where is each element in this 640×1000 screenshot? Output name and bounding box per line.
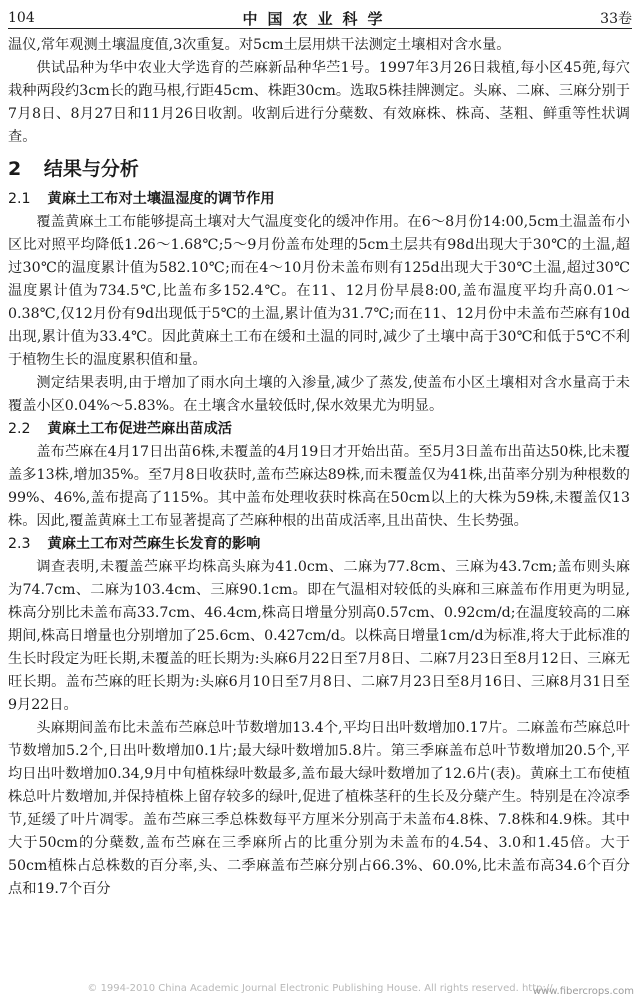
subsection-title: 黄麻土工布促进苎麻出苗成活: [47, 421, 232, 437]
running-header: [8, 8, 632, 29]
page-number: 104: [8, 10, 35, 26]
paragraph-2-3-a: 调查表明,未覆盖苎麻平均株高头麻为41.0cm、二麻为77.8cm、三麻为43.7cm;盖布则头麻为74.7cm、二麻为103.4cm、三麻90.1cm。即在气温相对较低的头麻和三麻盖布作用更为明显,株高分别比未盖布高33.7cm、46.4cm,株高日增量分别高0.57cm、0.92cm/d;在温度较高的二麻期间,株高日增量也分别增加了25.6cm、0.427cm/d。以株高日增量1cm/d为标准,将大于此标准的生长时段定为旺长期,未覆盖的旺长期为:头麻6月22日至7月8日、二麻7月23日至8月12日、三麻无旺长期。盖布苎麻的旺长期为:头麻6月10日至7月8日、二麻7月23日至8月16日、三麻8月31日至9月22日。: [8, 559, 630, 713]
paragraph-2-3-b: 头麻期间盖布比未盖布苎麻总叶节数增加13.4个,平均日出叶数增加0.17片。二麻盖布苎麻总叶节数增加5.2个,日出叶数增加0.1片;最大绿叶数增加5.8片。第三季麻盖布总叶节数增加20.5个,平均日出叶数增加0.34,9月中旬植株绿叶数最多,盖布最大绿叶数增加了12.6片(表)。黄麻土工布使植株总叶片数增加,并保持植株上留存较多的绿叶,促进了植株茎秆的生长及分蘖产生。特别是在冷凉季节,延缓了叶片凋零。盖布苎麻三季总株数每平方厘米分别高于未盖布4.8株、7.8株和4.9株。其中大于50cm的分蘖数,盖布苎麻在三季麻所占的比重分别为未盖布的4.54、3.0和1.45倍。大于50cm植株占总株数的百分率,头、二季麻盖布苎麻分别占66.3%、60.0%,比未盖布高34.6个百分点和19.7个百分: [8, 720, 630, 897]
paragraph-materials: 供试品种为华中农业大学选育的苎麻新品种华苎1号。1997年3月26日栽植,每小区45蔸,每穴栽种两段约3cm长的跑马根,行距45cm、株距30cm。选取5株挂牌测定。头麻、二麻、三麻分别于7月8日、8月27日和11月26日收割。收割后进行分蘖数、有效麻株、株高、茎粗、鲜重等性状调查。: [8, 60, 630, 145]
volume-label: 33卷: [600, 11, 632, 27]
subsection-heading-2-1: [8, 188, 630, 211]
subsection-number: 2.1: [8, 191, 31, 207]
section-heading-results: [8, 156, 630, 182]
subsection-number: 2.3: [8, 536, 31, 552]
subsection-title: 黄麻土工布对苎麻生长发育的影响: [47, 536, 261, 552]
paragraph-2-1-a: 覆盖黄麻土工布能够提高土壤对大气温度变化的缓冲作用。在6～8月份14:00,5cm土温盖布小区比对照平均降低1.26～1.68℃;5～9月份盖布处理的5cm土层共有98d出现大于30℃的土温,超过30℃的温度累计值为582.10℃;而在4～10月份未盖布则有125d出现大于30℃土温,超过30℃温度累计值为734.5℃,比盖布多152.4℃。在11、12月份早晨8:00,盖布温度平均升高0.01～0.38℃,仅12月份有9d出现低于5℃的土温,累计值为31.7℃;而在11、12月份中未盖布苎麻有10d出现,累计值为33.4℃。因此黄麻土工布在缓和土温的同时,减少了土壤中高于30℃和低于5℃不利于植物生长的温度累积值和量。: [8, 214, 630, 368]
subsection-number: 2.2: [8, 421, 31, 437]
journal-title: 中国农业科学: [242, 9, 393, 28]
section-title: 结果与分析: [43, 158, 139, 180]
subsection-heading-2-3: [8, 533, 630, 556]
paragraph-methods-end: 温仪,常年观测土壤温度值,3次重复。对5cm土层用烘干法测定土壤相对含水量。: [8, 37, 511, 53]
site-watermark: www.fibercrops.com: [532, 986, 634, 997]
subsection-heading-2-2: [8, 418, 630, 441]
subsection-title: 黄麻土工布对土壤温湿度的调节作用: [47, 191, 275, 207]
article-body: [8, 34, 630, 901]
section-number: 2: [8, 158, 22, 180]
copyright-watermark: © 1994-2010 China Academic Journal Electronic Publishing House. All rights reserved. http://: [87, 983, 553, 994]
paragraph-2-1-b: 测定结果表明,由于增加了雨水向土壤的入渗量,减少了蒸发,使盖布小区土壤相对含水量高于未覆盖小区0.04%～5.83%。在土壤含水量较低时,保水效果尤为明显。: [8, 375, 630, 414]
paragraph-2-2-a: 盖布苎麻在4月17日出苗6株,未覆盖的4月19日才开始出苗。至5月3日盖布出苗达50株,比未覆盖多13株,增加35%。至7月8日收获时,盖布苎麻达89株,而未覆盖仅为41株,出苗率分别为种根数的99%、46%,盖布提高了115%。其中盖布处理收获时株高在50cm以上的大株为59株,未覆盖仅13株。因此,覆盖黄麻土工布显著提高了苎麻种根的出苗成活率,且出苗快、生长势强。: [8, 444, 630, 529]
